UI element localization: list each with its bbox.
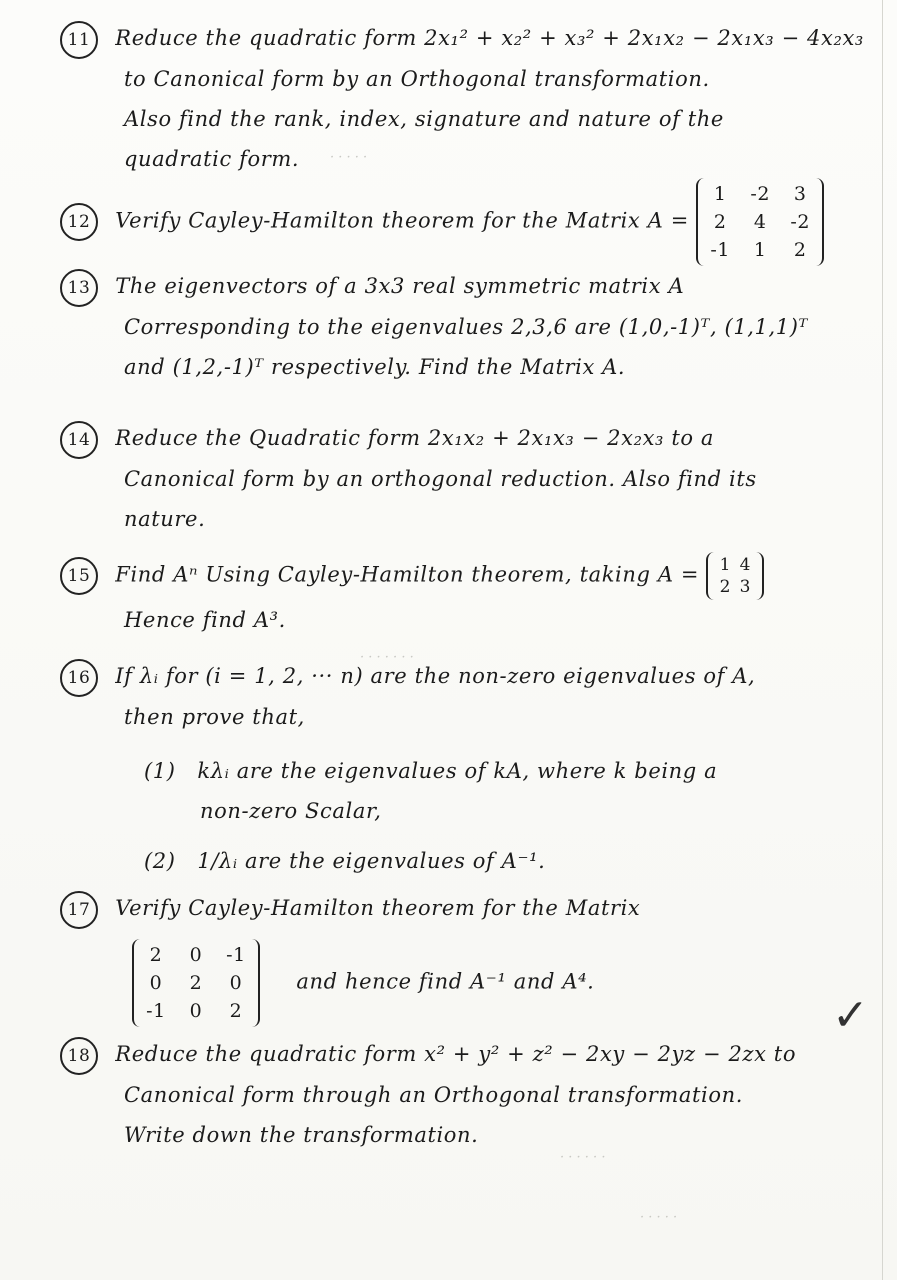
matrix-entry: -2 — [750, 183, 771, 205]
bleed-through-text: · · · · · · · — [360, 650, 414, 665]
bleed-through-text: · · · · · — [640, 1210, 678, 1225]
matrix-entry: 2 — [713, 211, 727, 233]
question-number: 11 — [60, 21, 98, 59]
sub-part-label: (2) — [144, 848, 176, 873]
question-text-line: and (1,2,-1)ᵀ respectively. Find the Matrix A. — [124, 354, 626, 379]
question-15 — [60, 552, 880, 640]
sub-part-text: 1/λᵢ are the eigenvalues of A⁻¹. — [197, 848, 546, 873]
matrix-entry: 4 — [753, 211, 767, 233]
question-11 — [60, 18, 880, 179]
question-number: 17 — [60, 891, 98, 929]
question-text: Verify Cayley-Hamilton theorem for the Matrix A = — [115, 208, 689, 233]
question-17 — [60, 888, 880, 1027]
matrix-entry: 3 — [793, 183, 807, 205]
matrix-a — [696, 178, 824, 266]
sub-part-continuation: non-zero Scalar, — [200, 798, 382, 823]
bleed-through-text: · · · · · — [330, 150, 368, 165]
question-text: Verify Cayley-Hamilton theorem for the Matrix — [115, 896, 641, 920]
matrix-entry: 0 — [189, 999, 203, 1022]
matrix-entry: -1 — [146, 999, 166, 1022]
question-text-line: Also find the rank, index, signature and nature of the — [124, 106, 724, 131]
sub-part-2 — [60, 841, 880, 881]
question-text-line: to Canonical form by an Orthogonal transformation. — [124, 66, 710, 91]
question-text-line: Reduce the Quadratic form 2x₁x₂ + 2x₁x₃ − 2x₂x₃ to a — [115, 426, 715, 450]
question-text: Find Aⁿ Using Cayley-Hamilton theorem, taking A = — [115, 562, 700, 587]
question-text-line: nature. — [124, 506, 206, 531]
matrix-entry: 1 — [713, 183, 727, 205]
question-12 — [60, 178, 880, 266]
question-number: 16 — [60, 659, 98, 697]
sub-part-text: kλᵢ are the eigenvalues of kA, where k being a — [197, 758, 718, 783]
question-16 — [60, 656, 880, 881]
matrix-line — [60, 939, 880, 1027]
bleed-through-text: · · · · · · — [560, 1150, 606, 1165]
question-text-line: then prove that, — [124, 704, 305, 729]
question-text-line: Reduce the quadratic form x² + y² + z² − 2xy − 2yz − 2zx to — [115, 1042, 797, 1066]
matrix-entry: 2 — [229, 999, 243, 1022]
matrix-entry: 3 — [739, 577, 752, 597]
sub-part-label: (1) — [144, 758, 176, 783]
page-edge — [882, 0, 883, 1280]
question-text-line: Hence find A³. — [124, 608, 286, 632]
question-text: and hence find A⁻¹ and A⁴. — [296, 969, 595, 993]
matrix-entry: 1 — [719, 555, 732, 575]
matrix-entry: -1 — [226, 943, 246, 966]
question-text-line: Corresponding to the eigenvalues 2,3,6 are (1,0,-1)ᵀ, (1,1,1)ᵀ — [124, 314, 808, 339]
matrix-entry: -1 — [710, 239, 731, 261]
question-number: 14 — [60, 421, 98, 459]
matrix-a — [706, 552, 764, 600]
question-number: 18 — [60, 1037, 98, 1075]
matrix-entry: 2 — [793, 239, 807, 261]
matrix-entry: 4 — [739, 555, 752, 575]
question-text-line: Canonical form through an Orthogonal transformation. — [124, 1082, 744, 1107]
question-text-line: Canonical form by an orthogonal reduction. Also find its — [124, 466, 757, 491]
matrix-entry: 0 — [229, 971, 243, 994]
question-18 — [60, 1034, 880, 1155]
question-text-line: Write down the transformation. — [124, 1122, 479, 1147]
matrix-entry: 2 — [189, 971, 203, 994]
matrix-entry: -2 — [790, 211, 811, 233]
question-text-line: quadratic form. — [124, 146, 300, 171]
check-mark-icon: ✓ — [832, 990, 869, 1041]
question-14 — [60, 418, 880, 539]
matrix-entry: 0 — [149, 971, 163, 994]
matrix-a — [132, 939, 260, 1027]
question-number: 12 — [60, 203, 98, 241]
matrix-entry: 0 — [189, 943, 203, 966]
sub-part-1 — [60, 751, 880, 791]
question-number: 13 — [60, 269, 98, 307]
question-text-line: If λᵢ for (i = 1, 2, ··· n) are the non-zero eigenvalues of A, — [115, 664, 756, 688]
question-number: 15 — [60, 557, 98, 595]
question-text-line: The eigenvectors of a 3x3 real symmetric matrix A — [115, 274, 685, 298]
question-text-line: Reduce the quadratic form 2x₁² + x₂² + x₃² + 2x₁x₂ − 2x₁x₃ − 4x₂x₃ — [115, 26, 864, 50]
question-13 — [60, 266, 880, 387]
matrix-entry: 1 — [753, 239, 767, 261]
matrix-entry: 2 — [719, 577, 732, 597]
matrix-entry: 2 — [149, 943, 163, 966]
